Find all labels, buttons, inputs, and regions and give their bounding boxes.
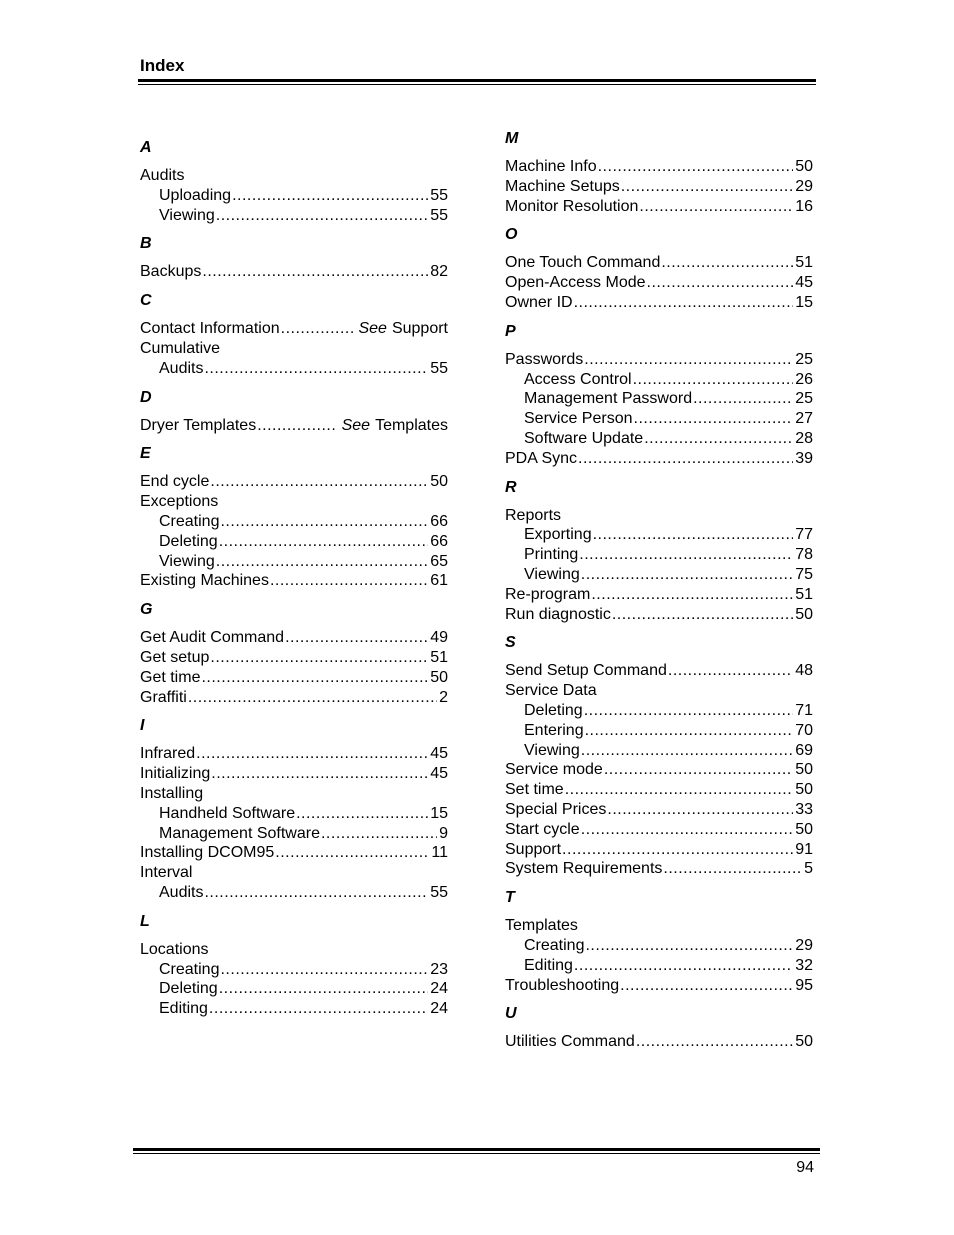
- index-heading: Service Data: [505, 682, 597, 700]
- entry-term: System Requirements: [505, 860, 663, 878]
- index-entry: [505, 449, 813, 469]
- entry-term: Set time: [505, 781, 564, 799]
- entry-term: Exporting: [524, 526, 592, 544]
- entry-page-number: 28: [795, 429, 813, 447]
- index-entry: [505, 273, 813, 293]
- entry-term: Viewing: [524, 741, 580, 759]
- entry-term: Editing: [524, 956, 573, 974]
- see-reference-target: Support: [391, 320, 448, 338]
- index-entry: [140, 416, 448, 436]
- dot-leader: [220, 960, 428, 980]
- entry-term: Support: [505, 840, 562, 858]
- footer-rule-thin: [133, 1153, 820, 1154]
- index-entry: [505, 976, 813, 996]
- entry-term: Dryer Templates: [140, 416, 257, 434]
- entry-page-number: 75: [795, 565, 813, 583]
- section-letter: E: [140, 445, 151, 463]
- entry-page-number: 24: [430, 980, 448, 998]
- index-entry: [140, 804, 448, 824]
- index-entry: [140, 648, 448, 668]
- index-section-s: [505, 632, 813, 879]
- index-entry: [140, 552, 448, 572]
- index-entry: [140, 262, 448, 282]
- dot-leader: [232, 186, 428, 206]
- dot-leader: [634, 409, 794, 429]
- section-letter: U: [505, 1005, 517, 1023]
- dot-leader: [216, 552, 428, 572]
- entry-page-number: 77: [795, 526, 813, 544]
- dot-leader: [202, 262, 428, 282]
- index-section-p: [505, 321, 813, 469]
- index-section-b: [140, 233, 448, 282]
- dot-leader: [220, 512, 428, 532]
- entry-term: Deleting: [159, 532, 218, 550]
- entry-term: Service Person: [524, 410, 633, 428]
- entry-page-number: 25: [795, 390, 813, 408]
- entry-page-number: 91: [795, 840, 813, 858]
- index-section-c: [140, 290, 448, 378]
- entry-term: One Touch Command: [505, 254, 661, 272]
- index-section-g: [140, 599, 448, 707]
- index-entry: [505, 936, 813, 956]
- index-entry: [140, 571, 448, 591]
- index-entry: [505, 253, 813, 273]
- dot-leader: [188, 688, 437, 708]
- dot-leader: [607, 800, 793, 820]
- index-section-r: [505, 477, 813, 625]
- index-entry: [140, 999, 448, 1019]
- entry-term: Viewing: [159, 552, 215, 570]
- entry-page-number: 2: [439, 688, 448, 706]
- entry-page-number: 32: [795, 956, 813, 974]
- entry-page-number: 66: [430, 532, 448, 550]
- entry-page-number: 50: [795, 820, 813, 838]
- dot-leader: [574, 293, 794, 313]
- entry-page-number: 95: [795, 976, 813, 994]
- entry-page-number: 9: [439, 824, 448, 842]
- index-column-right: [505, 128, 813, 1060]
- index-entry: [140, 668, 448, 688]
- index-entry: [505, 661, 813, 681]
- dot-leader: [585, 721, 794, 741]
- entry-term: Viewing: [524, 565, 580, 583]
- dot-leader: [216, 206, 428, 226]
- dot-leader: [639, 197, 793, 217]
- dot-leader: [585, 936, 793, 956]
- entry-term: Creating: [159, 960, 220, 978]
- entry-term: Infrared: [140, 745, 196, 763]
- entry-term: Passwords: [505, 350, 584, 368]
- dot-leader: [565, 780, 794, 800]
- index-entry: [505, 840, 813, 860]
- index-section-u: [505, 1003, 813, 1052]
- section-letter: A: [140, 139, 152, 156]
- index-entry: [505, 409, 813, 429]
- entry-page-number: 50: [795, 158, 813, 175]
- index-entry: [505, 565, 813, 585]
- dot-leader: [562, 840, 793, 860]
- entry-term: Management Password: [524, 390, 693, 408]
- section-letter: I: [140, 717, 145, 735]
- section-letter: O: [505, 226, 518, 244]
- entry-term: Owner ID: [505, 293, 573, 311]
- entry-term: Special Prices: [505, 800, 607, 818]
- dot-leader: [204, 883, 428, 903]
- dot-leader: [621, 177, 793, 197]
- dot-leader: [204, 359, 428, 379]
- index-entry: [140, 359, 448, 379]
- entry-term: Utilities Command: [505, 1033, 635, 1051]
- section-letter: D: [140, 388, 152, 406]
- index-entry: [140, 979, 448, 999]
- section-letter: S: [505, 634, 516, 652]
- index-entry: [505, 605, 813, 625]
- entry-page-number: 48: [795, 662, 813, 680]
- index-entry: [505, 545, 813, 565]
- index-entry: [505, 701, 813, 721]
- entry-page-number: 29: [795, 936, 813, 954]
- index-entry: [140, 532, 448, 552]
- entry-page-number: 24: [430, 1000, 448, 1018]
- entry-term: Monitor Resolution: [505, 197, 639, 215]
- index-column-left: [140, 137, 448, 1027]
- entry-page-number: 45: [430, 765, 448, 783]
- entry-term: Deleting: [524, 701, 583, 719]
- entry-page-number: 33: [795, 800, 813, 818]
- section-letter: C: [140, 292, 152, 310]
- index-heading: Exceptions: [140, 493, 219, 511]
- dot-leader: [593, 525, 794, 545]
- entry-page-number: 5: [804, 860, 813, 878]
- entry-term: Existing Machines: [140, 572, 269, 590]
- dot-leader: [598, 157, 794, 177]
- entry-page-number: 15: [795, 293, 813, 311]
- dot-leader: [612, 605, 793, 625]
- entry-term: Viewing: [159, 206, 215, 224]
- dot-leader: [211, 764, 428, 784]
- entry-page-number: 70: [795, 721, 813, 739]
- entry-term: Editing: [159, 1000, 208, 1018]
- entry-term: Run diagnostic: [505, 605, 611, 623]
- entry-term: Deleting: [159, 980, 218, 998]
- entry-page-number: 50: [795, 1033, 813, 1051]
- dot-leader: [693, 389, 793, 409]
- index-entry: [505, 800, 813, 820]
- dot-leader: [584, 701, 794, 721]
- index-section-e: [140, 443, 448, 591]
- section-letter: T: [505, 889, 515, 907]
- dot-leader: [574, 956, 793, 976]
- index-entry: [505, 525, 813, 545]
- dot-leader: [663, 859, 802, 879]
- dot-leader: [661, 253, 793, 273]
- index-entry: [140, 206, 448, 226]
- entry-page-number: 55: [430, 359, 448, 377]
- entry-page-number: 15: [430, 804, 448, 822]
- entry-page-number: 71: [795, 701, 813, 719]
- entry-page-number: 50: [430, 473, 448, 491]
- section-letter: P: [505, 322, 516, 340]
- entry-term: Handheld Software: [159, 804, 296, 822]
- dot-leader: [321, 824, 437, 844]
- index-entry: [505, 350, 813, 370]
- page-number: 94: [796, 1159, 814, 1176]
- index-entry: [140, 764, 448, 784]
- index-section-t: [505, 887, 813, 995]
- entry-term: Entering: [524, 721, 584, 739]
- index-section-o: [505, 224, 813, 312]
- entry-page-number: 50: [430, 668, 448, 686]
- index-section-m: [505, 128, 813, 216]
- index-section-i: [140, 715, 448, 902]
- header-rule-thick: [138, 79, 816, 82]
- index-entry: [505, 370, 813, 390]
- entry-term: Installing DCOM95: [140, 844, 275, 862]
- entry-page-number: 51: [795, 585, 813, 603]
- index-entry: [505, 780, 813, 800]
- dot-leader: [604, 760, 793, 780]
- entry-page-number: 50: [795, 761, 813, 779]
- section-letter: L: [140, 912, 150, 930]
- entry-term: Software Update: [524, 429, 644, 447]
- entry-term: Get time: [140, 668, 201, 686]
- index-heading: Installing: [140, 784, 204, 802]
- index-entry: [505, 429, 813, 449]
- index-entry: [505, 177, 813, 197]
- index-entry: [140, 883, 448, 903]
- dot-leader: [581, 741, 793, 761]
- entry-term: Machine Info: [505, 158, 597, 175]
- entry-page-number: 11: [431, 844, 448, 862]
- entry-term: Service mode: [505, 761, 603, 779]
- dot-leader: [201, 668, 428, 688]
- entry-term: Creating: [524, 936, 585, 954]
- index-entry: [505, 197, 813, 217]
- entry-page-number: 50: [795, 605, 813, 623]
- entry-page-number: 65: [430, 552, 448, 570]
- entry-term: Troubleshooting: [505, 976, 620, 994]
- index-heading: Reports: [505, 506, 562, 524]
- entry-term: Uploading: [159, 186, 232, 204]
- index-entry: [140, 628, 448, 648]
- index-heading: Cumulative: [140, 339, 221, 357]
- entry-term: Re-program: [505, 585, 591, 603]
- dot-leader: [270, 571, 428, 591]
- footer-rule-thick: [133, 1148, 820, 1151]
- entry-page-number: 45: [430, 745, 448, 763]
- section-letter: B: [140, 235, 152, 253]
- entry-page-number: 50: [795, 781, 813, 799]
- index-entry: [140, 512, 448, 532]
- section-letter: G: [140, 601, 153, 619]
- dot-leader: [285, 628, 428, 648]
- index-entry: [140, 824, 448, 844]
- index-entry: [140, 688, 448, 708]
- entry-term: Start cycle: [505, 820, 580, 838]
- entry-term: Audits: [159, 883, 204, 901]
- dot-leader: [584, 350, 793, 370]
- entry-term: Printing: [524, 546, 579, 564]
- entry-term: End cycle: [140, 473, 210, 491]
- index-heading: Interval: [140, 864, 193, 882]
- entry-page-number: 55: [430, 206, 448, 224]
- index-entry: [505, 585, 813, 605]
- index-entry: [505, 859, 813, 879]
- dot-leader: [591, 585, 793, 605]
- index-heading: Templates: [505, 917, 578, 935]
- dot-leader: [296, 804, 428, 824]
- index-entry: [140, 744, 448, 764]
- index-entry: [140, 843, 448, 863]
- entry-page-number: 51: [795, 254, 813, 272]
- index-entry: [505, 820, 813, 840]
- index-entry: [140, 960, 448, 980]
- entry-page-number: 82: [430, 263, 448, 281]
- entry-page-number: 25: [795, 350, 813, 368]
- dot-leader: [219, 532, 429, 552]
- entry-page-number: 61: [430, 572, 448, 590]
- entry-term: Open-Access Mode: [505, 274, 646, 292]
- entry-page-number: 29: [795, 177, 813, 195]
- index-entry: [505, 389, 813, 409]
- entry-page-number: 27: [795, 410, 813, 428]
- section-letter: M: [505, 130, 519, 147]
- entry-page-number: 55: [430, 186, 448, 204]
- index-entry: [140, 472, 448, 492]
- entry-page-number: 26: [795, 370, 813, 388]
- dot-leader: [668, 661, 793, 681]
- dot-leader: [581, 565, 793, 585]
- dot-leader: [647, 273, 794, 293]
- entry-page-number: 55: [430, 883, 448, 901]
- dot-leader: [257, 416, 336, 436]
- dot-leader: [636, 1032, 793, 1052]
- entry-term: Machine Setups: [505, 177, 620, 195]
- entry-page-number: 39: [795, 449, 813, 467]
- dot-leader: [210, 472, 428, 492]
- entry-term: Contact Information: [140, 320, 280, 338]
- see-reference-label: See: [341, 416, 371, 434]
- index-entry: [505, 956, 813, 976]
- entry-term: Audits: [159, 359, 204, 377]
- dot-leader: [275, 843, 429, 863]
- entry-page-number: 51: [430, 648, 448, 666]
- dot-leader: [581, 820, 794, 840]
- entry-term: Graffiti: [140, 688, 187, 706]
- dot-leader: [281, 319, 354, 339]
- dot-leader: [209, 999, 428, 1019]
- entry-term: PDA Sync: [505, 449, 578, 467]
- see-reference-target: Templates: [375, 416, 448, 434]
- dot-leader: [219, 979, 429, 999]
- entry-page-number: 49: [430, 629, 448, 647]
- index-heading: Audits: [140, 167, 185, 184]
- dot-leader: [644, 429, 793, 449]
- index-entry: [505, 721, 813, 741]
- dot-leader: [578, 449, 793, 469]
- index-entry: [505, 760, 813, 780]
- index-section-d: [140, 387, 448, 436]
- index-entry: [505, 1032, 813, 1052]
- section-letter: R: [505, 478, 517, 496]
- header-rule-thin: [138, 84, 816, 85]
- index-entry: [505, 741, 813, 761]
- dot-leader: [196, 744, 428, 764]
- dot-leader: [633, 370, 794, 390]
- see-reference-label: See: [358, 320, 387, 338]
- entry-page-number: 16: [795, 197, 813, 215]
- entry-term: Get setup: [140, 648, 210, 666]
- dot-leader: [620, 976, 793, 996]
- entry-term: Backups: [140, 263, 202, 281]
- index-section-a: [140, 137, 448, 225]
- entry-term: Management Software: [159, 824, 320, 842]
- page-header-title: Index: [140, 56, 185, 75]
- index-heading: Locations: [140, 940, 209, 958]
- index-entry: [140, 186, 448, 206]
- entry-term: Get Audit Command: [140, 629, 285, 647]
- entry-page-number: 69: [795, 741, 813, 759]
- entry-term: Send Setup Command: [505, 662, 667, 680]
- index-section-l: [140, 911, 448, 1019]
- entry-term: Access Control: [524, 370, 632, 388]
- entry-page-number: 66: [430, 512, 448, 530]
- entry-page-number: 78: [795, 546, 813, 564]
- index-entry: [140, 319, 448, 339]
- index-entry: [505, 293, 813, 313]
- index-entry: [505, 157, 813, 177]
- entry-term: Creating: [159, 512, 220, 530]
- dot-leader: [579, 545, 793, 565]
- dot-leader: [210, 648, 428, 668]
- entry-term: Initializing: [140, 765, 211, 783]
- entry-page-number: 45: [795, 274, 813, 292]
- entry-page-number: 23: [430, 960, 448, 978]
